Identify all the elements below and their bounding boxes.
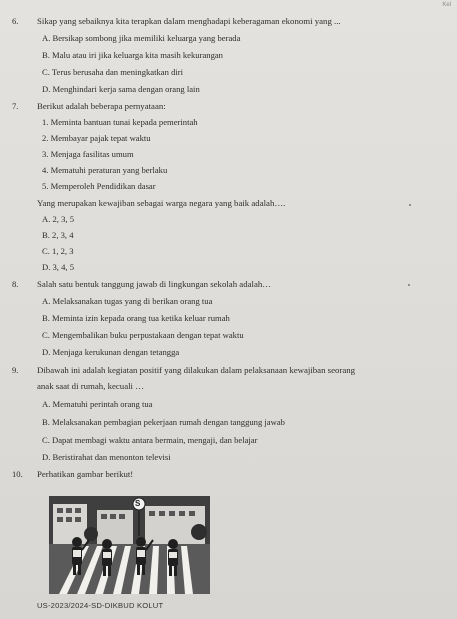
question-7-option-c: C. 1, 2, 3 xyxy=(42,246,74,256)
question-6-option-b: B. Malu atau iri jika keluarga kita masih kekurangan xyxy=(42,50,223,60)
exam-footer-code: US-2023/2024-SD-DIKBUD KOLUT xyxy=(37,601,164,610)
question-7-statement-4: 4. Mematuhi peraturan yang berlaku xyxy=(42,165,168,175)
question-10-stem: Perhatikan gambar berikut! xyxy=(37,469,134,479)
question-8-option-d: D. Menjaga kerukunan dengan tetangga xyxy=(42,347,180,357)
question-7-option-b: B. 2, 3, 4 xyxy=(42,230,74,240)
question-6-stem: Sikap yang sebaiknya kita terapkan dalam menghadapi keberagaman ekonomi yang ... xyxy=(37,16,341,26)
question-8-option-b: B. Meminta izin kepada orang tua ketika keluar rumah xyxy=(42,313,230,323)
question-8-number: 8. xyxy=(12,279,19,289)
question-9-option-a: A. Mematuhi perintah orang tua xyxy=(42,399,153,409)
question-7-statement-1: 1. Meminta bantuan tunai kepada pemerintah xyxy=(42,117,198,127)
traffic-sign-label: S xyxy=(135,499,141,508)
question-8-stem: Salah satu bentuk tanggung jawab di lingkungan sekolah adalah… xyxy=(37,279,272,289)
question-6-number: 6. xyxy=(12,16,19,26)
question-7-statement-3: 3. Menjaga fasilitas umum xyxy=(42,149,134,159)
question-7-option-a: A. 2, 3, 5 xyxy=(42,214,74,224)
question-8-option-a: A. Melaksanakan tugas yang di berikan orang tua xyxy=(42,296,213,306)
question-9-number: 9. xyxy=(12,365,19,375)
question-7-statement-5: 5. Memperoleh Pendidikan dasar xyxy=(42,181,156,191)
students-crossing-illustration xyxy=(49,496,210,594)
question-10-number: 10. xyxy=(12,469,23,479)
question-9-option-b: B. Melaksanakan pembagian pekerjaan rumah dengan tanggung jawab xyxy=(42,417,285,427)
question-8-option-c: C. Mengembalikan buku perpustakaan dengan tepat waktu xyxy=(42,330,244,340)
corner-mark: Kel xyxy=(442,2,451,8)
question-7-option-d: D. 3, 4, 5 xyxy=(42,262,74,272)
question-9-option-d: D. Beristirahat dan menonton televisi xyxy=(42,452,171,462)
question-7-stem: Berikut adalah beberapa pernyataan: xyxy=(37,101,166,111)
question-6-option-d: D. Menghindari kerja sama dengan orang lain xyxy=(42,84,200,94)
question-6-option-a: A. Bersikap sombong jika memiliki keluarga yang berada xyxy=(42,33,241,43)
question-7-prompt: Yang merupakan kewajiban sebagai warga negara yang baik adalah…. xyxy=(37,198,286,208)
question-9-option-c: C. Dapat membagi waktu antara bermain, mengaji, dan belajar xyxy=(42,435,258,445)
question-6-option-c: C. Terus berusaha dan meningkatkan diri xyxy=(42,67,183,77)
speck xyxy=(408,284,410,286)
question-9-stem-line-1: Dibawah ini adalah kegiatan positif yang dilakukan dalam pelaksanaan kewajiban seorang xyxy=(37,365,356,375)
question-7-statement-2: 2. Membayar pajak tepat waktu xyxy=(42,133,151,143)
question-9-stem-line-2: anak saat di rumah, kecuali … xyxy=(37,381,144,391)
question-7-number: 7. xyxy=(12,101,19,111)
speck xyxy=(409,204,411,206)
